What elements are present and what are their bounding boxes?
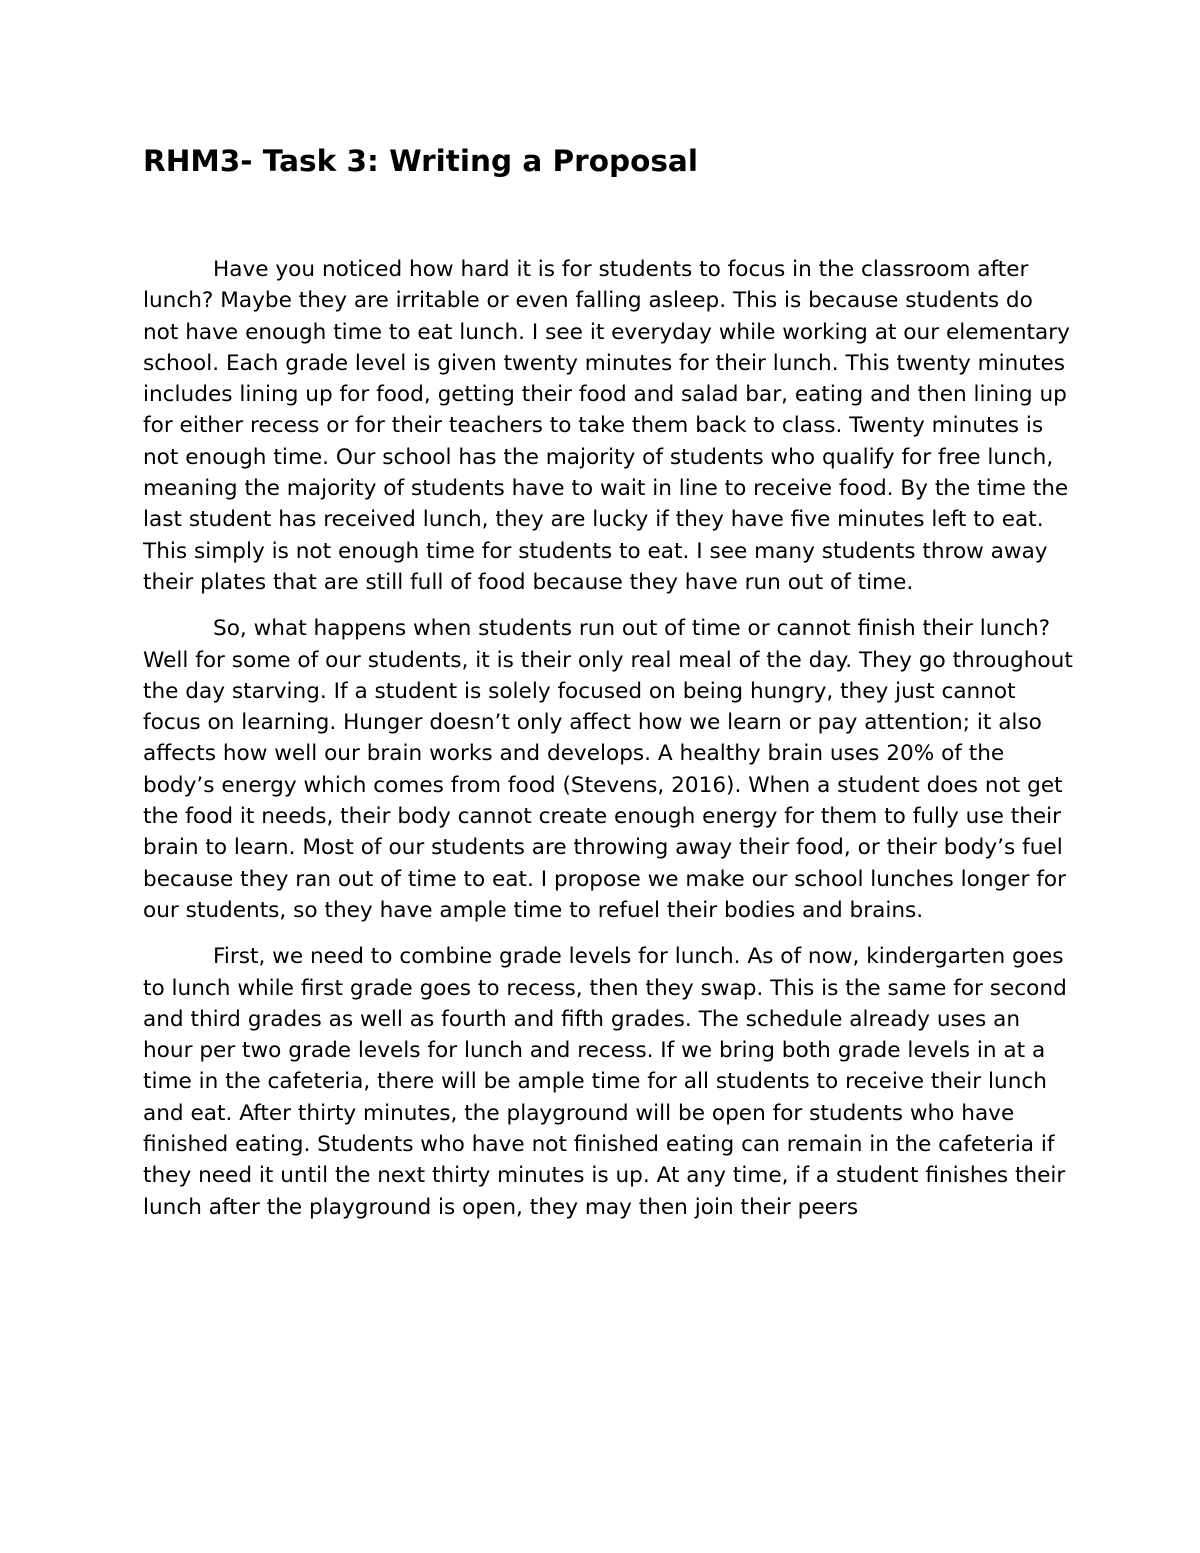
document-title: RHM3- Task 3: Writing a Proposal xyxy=(143,144,698,178)
paragraph-3: First, we need to combine grade levels for lunch. As of now, kindergarten goes to lunch while first grade goes to recess, then they swap. This is the same for second and third grades as well as fourth and fifth grades. The schedule already uses an hour per two grade levels for lunch and recess. If we bring both grade levels in at a time in the cafeteria, there will be ample time for all students to receive their lunch and eat. After thirty minutes, the playground will be open for students who have finished eating. Students who have not finished eating can remain in the cafeteria if they need it until the next thirty minutes is up. At any time, if a student finishes their lunch after the playground is open, they may then join their peers xyxy=(143,944,1067,1220)
document-body xyxy=(143,254,1073,1238)
paragraph-2: So, what happens when students run out of time or cannot finish their lunch? Well for some of our students, it is their only real meal of the day. They go throughout the day starving. If a student is solely focused on being hungry, they just cannot focus on learning. Hunger doesn’t only affect how we learn or pay attention; it also affects how well our brain works and develops. A healthy brain uses 20% of the body’s energy which comes from food (Stevens, 2016). When a student does not get the food it needs, their body cannot create enough energy for them to fully use their brain to learn. Most of our students are throwing away their food, or their body’s fuel because they ran out of time to eat. I propose we make our school lunches longer for our students, so they have ample time to refuel their bodies and brains. xyxy=(143,616,1073,923)
paragraph-1: Have you noticed how hard it is for students to focus in the classroom after lunch? Maybe they are irritable or even falling asleep. This is because students do not have enough time to eat lunch. I see it everyday while working at our elementary school. Each grade level is given twenty minutes for their lunch. This twenty minutes includes lining up for food, getting their food and salad bar, eating and then lining up for either recess or for their teachers to take them back to class. Twenty minutes is not enough time. Our school has the majority of students who qualify for free lunch, meaning the majority of students have to wait in line to receive food. By the time the last student has received lunch, they are lucky if they have five minutes left to eat. This simply is not enough time for students to eat. I see many students throw away their plates that are still full of food because they have run out of time. xyxy=(143,257,1070,595)
